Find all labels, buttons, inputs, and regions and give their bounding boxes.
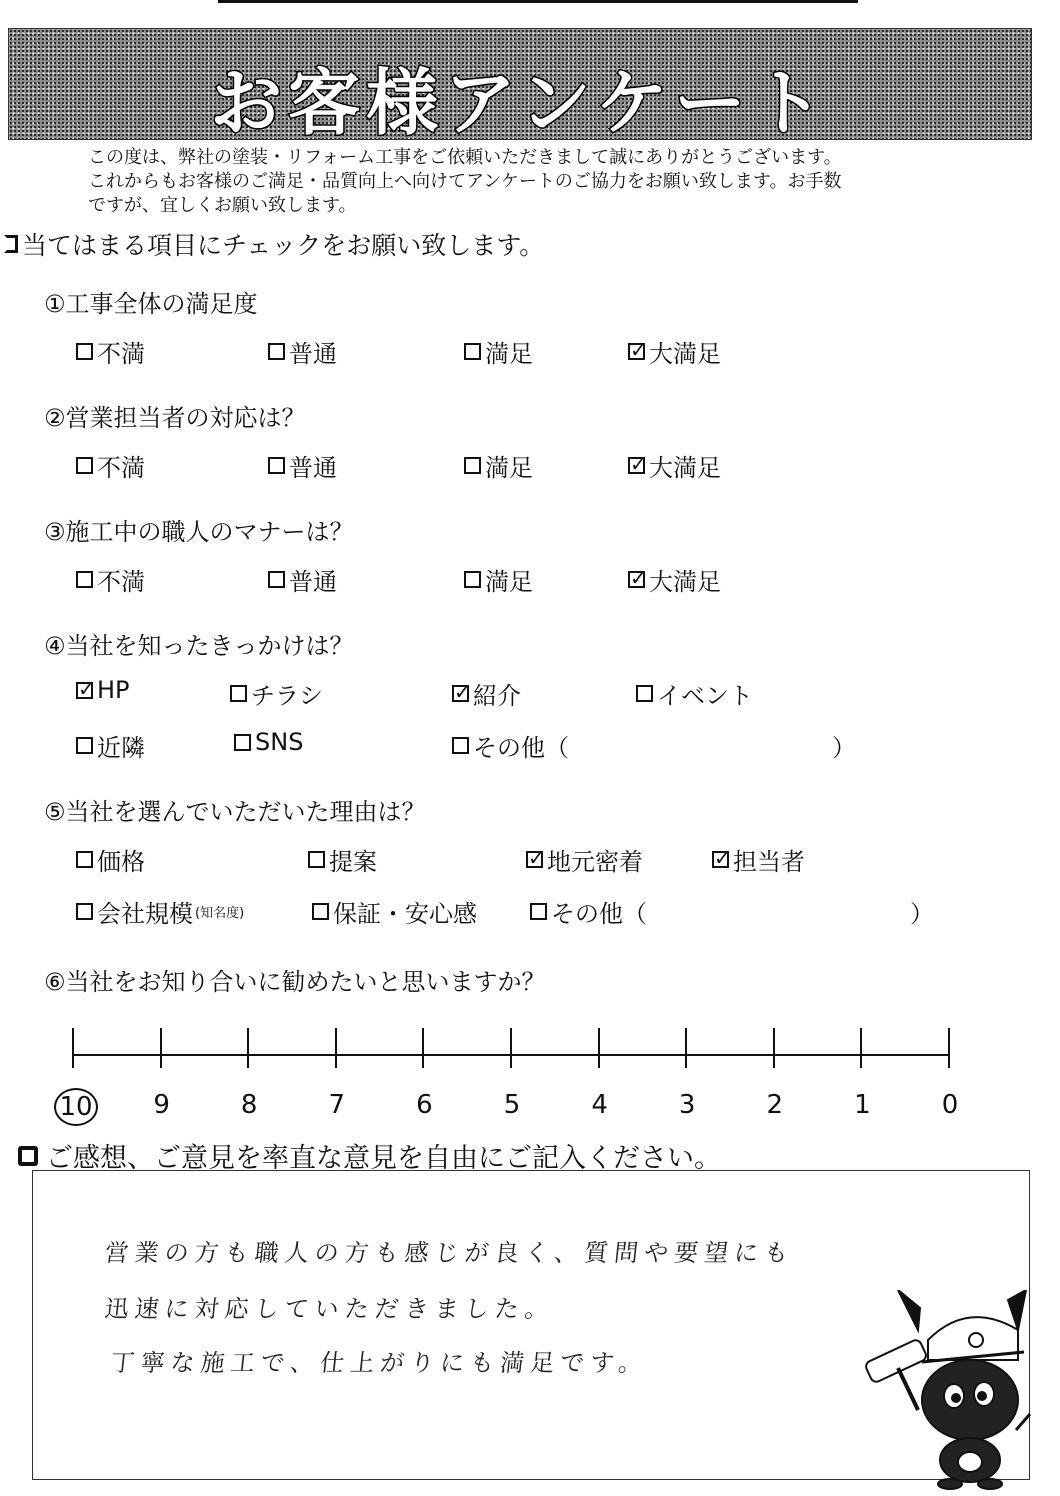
option-label: 保証・安心感 (333, 900, 477, 928)
checkbox[interactable] (268, 571, 285, 588)
checkbox[interactable] (76, 737, 93, 754)
option-label: 普通 (289, 454, 337, 482)
option-label: 大満足 (649, 454, 721, 482)
scale-label[interactable]: 3 (678, 1090, 696, 1120)
checked-checkbox[interactable] (628, 571, 645, 588)
scale-tick (948, 1028, 950, 1068)
scale-label[interactable]: 4 (591, 1090, 608, 1120)
checked-checkbox[interactable] (452, 685, 469, 702)
scale-label[interactable]: 7 (328, 1090, 346, 1120)
checkbox[interactable] (76, 851, 93, 868)
q4-option-flyer[interactable] (230, 676, 323, 711)
q2-label: ②営業担当者の対応は？ (44, 404, 306, 432)
option-label: 地元密着 (547, 848, 643, 876)
check-heading-text: 当てはまる項目にチェックをお願い致します。 (22, 231, 545, 260)
q5-label: ⑤当社を選んでいただいた理由は？ (44, 798, 426, 826)
q5-other-close: ） (910, 900, 934, 928)
option-label: 価格 (97, 848, 145, 876)
option-label: 担当者 (733, 848, 805, 876)
intro-line-3: ですが、宜しくお願い致します。 (88, 195, 357, 216)
scale-label[interactable]: 2 (766, 1090, 784, 1120)
option-label: 紹介 (473, 682, 521, 710)
comment-line-2: 迅速に対応していただきました。 (103, 1295, 557, 1323)
q3-option-2[interactable] (268, 562, 337, 597)
checkbox[interactable] (76, 571, 93, 588)
checkbox[interactable] (636, 685, 653, 702)
scale-label[interactable]: 8 (240, 1090, 258, 1120)
top-rule (218, 0, 858, 3)
q1-label: ①工事全体の満足度 (44, 290, 258, 318)
scale-label[interactable]: 6 (416, 1090, 433, 1120)
scale-tick (160, 1028, 162, 1068)
option-label: 満足 (485, 568, 533, 596)
q3-option-3[interactable] (464, 562, 533, 597)
q1-option-2[interactable] (268, 334, 337, 369)
q4-label: ④当社を知ったきっかけは？ (44, 632, 354, 660)
checkbox[interactable] (76, 457, 93, 474)
scale-label[interactable]: 1 (854, 1090, 871, 1120)
q1-option-4[interactable] (628, 334, 721, 369)
checkbox[interactable] (76, 903, 93, 920)
bracket-icon (4, 235, 18, 253)
intro-line-1: この度は、弊社の塗装・リフォーム工事をご依頼いただきまして誠にありがとうございます。 (88, 147, 842, 168)
option-label: SNS (255, 728, 304, 756)
option-label: 大満足 (649, 340, 721, 368)
q5-option-warranty[interactable] (312, 894, 477, 929)
title-banner (8, 28, 1032, 145)
option-label: 大満足 (649, 568, 721, 596)
option-label: 近隣 (97, 734, 145, 762)
q1-option-1[interactable] (76, 334, 145, 369)
q5-option-proposal[interactable] (308, 842, 377, 877)
scale-tick (335, 1028, 337, 1068)
page-title: お客様アンケート (210, 61, 830, 145)
scale-label[interactable]: 0 (941, 1090, 959, 1120)
scale-tick (72, 1028, 74, 1068)
q4-option-event[interactable] (636, 676, 753, 711)
q4-option-referral[interactable] (452, 676, 521, 711)
scale-label-selected[interactable]: 10 (54, 1088, 98, 1126)
q3-option-4[interactable] (628, 562, 721, 597)
mascot-illustration (858, 1290, 1038, 1490)
checked-checkbox[interactable] (712, 851, 729, 868)
option-label: その他（ (473, 734, 569, 762)
square-bullet-icon (18, 1146, 38, 1166)
checked-checkbox[interactable] (76, 682, 93, 699)
option-label: チラシ (251, 682, 323, 710)
option-label: 提案 (329, 848, 377, 876)
option-label: 不満 (97, 454, 145, 482)
q2-option-4[interactable] (628, 448, 721, 483)
checked-checkbox[interactable] (526, 851, 543, 868)
scale-tick (598, 1028, 600, 1068)
size-note: (知名度) (195, 906, 245, 921)
checked-checkbox[interactable] (628, 343, 645, 360)
scale-label[interactable]: 9 (153, 1090, 170, 1120)
checkbox[interactable] (230, 685, 247, 702)
q2-option-3[interactable] (464, 448, 533, 483)
option-label: 会社規模 (97, 900, 193, 928)
checkbox[interactable] (234, 734, 251, 751)
q4-option-sns[interactable] (234, 728, 303, 756)
checkbox[interactable] (464, 343, 481, 360)
option-label: 満足 (485, 454, 533, 482)
checkbox[interactable] (312, 903, 329, 920)
q2-option-2[interactable] (268, 448, 337, 483)
option-label: その他（ (551, 900, 647, 928)
q5-option-price[interactable] (76, 842, 145, 877)
option-label: イベント (657, 682, 753, 710)
scale-label[interactable]: 5 (503, 1090, 521, 1120)
checkbox[interactable] (76, 343, 93, 360)
q5-option-company-size[interactable] (76, 894, 248, 929)
scale-tick (685, 1028, 687, 1068)
comment-line-1: 営業の方も職人の方も感じが良く、質問や要望にも (103, 1239, 796, 1267)
checked-checkbox[interactable] (628, 457, 645, 474)
q1-option-3[interactable] (464, 334, 533, 369)
q4-option-other[interactable] (452, 728, 569, 763)
recommend-scale[interactable] (72, 1028, 952, 1068)
option-label: 普通 (289, 568, 337, 596)
q3-option-1[interactable] (76, 562, 145, 597)
checkbox[interactable] (268, 457, 285, 474)
q5-option-staff[interactable] (712, 842, 805, 877)
option-label: 不満 (97, 568, 145, 596)
checkbox[interactable] (268, 343, 285, 360)
checkbox[interactable] (452, 737, 469, 754)
checkbox[interactable] (464, 571, 481, 588)
q6-label: ⑥当社をお知り合いに勧めたいと思いますか？ (44, 968, 546, 996)
q5-option-other[interactable] (530, 894, 647, 929)
scale-tick (860, 1028, 862, 1068)
option-label: 不満 (97, 340, 145, 368)
scale-tick (510, 1028, 512, 1068)
q4-other-close: ） (832, 734, 856, 762)
comment-line-3: 丁寧な施工で、仕上がりにも満足です。 (109, 1349, 650, 1377)
comment-heading-text: ご感想、ご意見を率直な意見を自由にご記入ください。 (46, 1143, 721, 1174)
scale-tick (773, 1028, 775, 1068)
intro-line-2: これからもお客様のご満足・品質向上へ向けてアンケートのご協力をお願い致します。お手数 (88, 171, 842, 192)
q2-option-1[interactable] (76, 448, 145, 483)
check-heading (4, 226, 544, 262)
q3-label: ③施工中の職人のマナーは？ (44, 518, 354, 546)
scale-tick (247, 1028, 249, 1068)
q4-option-hp[interactable] (76, 676, 130, 704)
option-label: 満足 (485, 340, 533, 368)
option-label: HP (97, 676, 130, 704)
q5-option-local[interactable] (526, 842, 643, 877)
checkbox[interactable] (464, 457, 481, 474)
checkbox[interactable] (530, 903, 547, 920)
checkbox[interactable] (308, 851, 325, 868)
scale-tick (422, 1028, 424, 1068)
q4-option-neighbor[interactable] (76, 728, 145, 763)
option-label: 普通 (289, 340, 337, 368)
